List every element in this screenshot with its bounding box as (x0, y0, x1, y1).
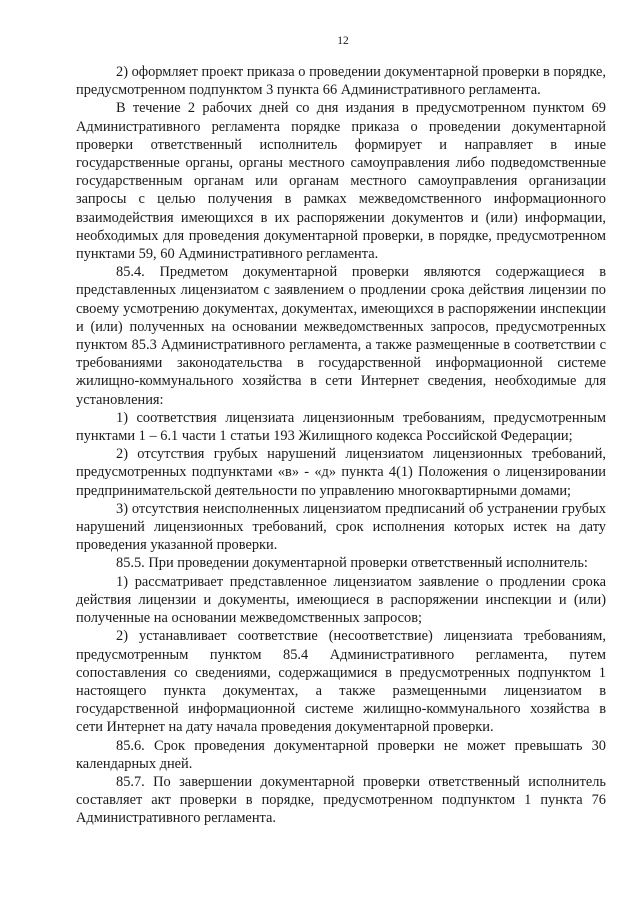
paragraph-4: 1) соответствия лицензиата лицензионным требованиям, предусмотренным пунктами 1 – 6.1 части 1 статьи 193 Жилищного кодекса Российской Федерации; (76, 409, 606, 445)
paragraph-11: 85.7. По завершении документарной проверки ответственный исполнитель составляет акт проверки в порядке, предусмотренном подпунктом 1 пункта 76 Административного регламента. (76, 773, 606, 827)
paragraph-10: 85.6. Срок проведения документарной проверки не может превышать 30 календарных дней. (76, 737, 606, 772)
paragraph-2: В течение 2 рабочих дней со дня издания в предусмотренном пунктом 69 Административного регламента порядке приказа о проведении документарной проверки ответственный исполнитель формирует и направляет в иные государственные органы, органы местного самоуправления либо подведомственные государственным органам или органам местного самоуправления организации запросы с целью получения в рамках межведомственного информационного взаимодействия имеющихся в их распоряжении документов и (или) информации, необходимых для проведения документарной проверки, в порядке, предусмотренном пунктами 59, 60 Административного регламента. (76, 100, 606, 263)
paragraph-1: 2) оформляет проект приказа о проведении документарной проверки в порядке, предусмотренном подпунктом 3 пункта 66 Административного регламента. (76, 64, 606, 99)
paragraph-3: 85.4. Предметом документарной проверки являются содержащиеся в представленных лицензиатом с заявлением о продлении срока действия лицензии по своему усмотрению документах, документах, имеющихся в распоряжении инспекции и (или) полученных на основании межведомственных запросов, предусмотренных пунктом 85.3 Административного регламента, а также размещенные в соответствии с требованиями законодательства в государственной информационной системе жилищно-коммунального хозяйства в сети Интернет сведения, необходимые для установления: (76, 264, 606, 408)
paragraph-8: 1) рассматривает представленное лицензиатом заявление о продлении срока действия лицензии и документы, имеющиеся в распоряжении инспекции и (или) полученные на основании межведомственных запросов; (76, 573, 606, 627)
paragraph-6: 3) отсутствия неисполненных лицензиатом предписаний об устранении грубых нарушений лицензионных требований, срок исполнения которых истек на дату проведения указанной проверки. (76, 500, 606, 554)
page-number: 12 (337, 35, 349, 47)
paragraph-7: 85.5. При проведении документарной проверки ответственный исполнитель: (116, 555, 588, 572)
paragraph-9: 2) устанавливает соответствие (несоответствие) лицензиата требованиям, предусмотренным пунктом 85.4 Административного регламента, путем сопоставления со сведениями, содержащимися в предусмотренных подпунктом 1 настоящего пункта документах, а также размещенными лицензиатом в государственной информационной системе жилищно-коммунального хозяйства в сети Интернет на дату начала проведения документарной проверки. (76, 628, 606, 736)
paragraph-5: 2) отсутствия грубых нарушений лицензиатом лицензионных требований, предусмотренных подпунктами «в» - «д» пункта 4(1) Положения о лицензировании предпринимательской деятельности по управлению многоквартирными домами; (76, 446, 606, 499)
